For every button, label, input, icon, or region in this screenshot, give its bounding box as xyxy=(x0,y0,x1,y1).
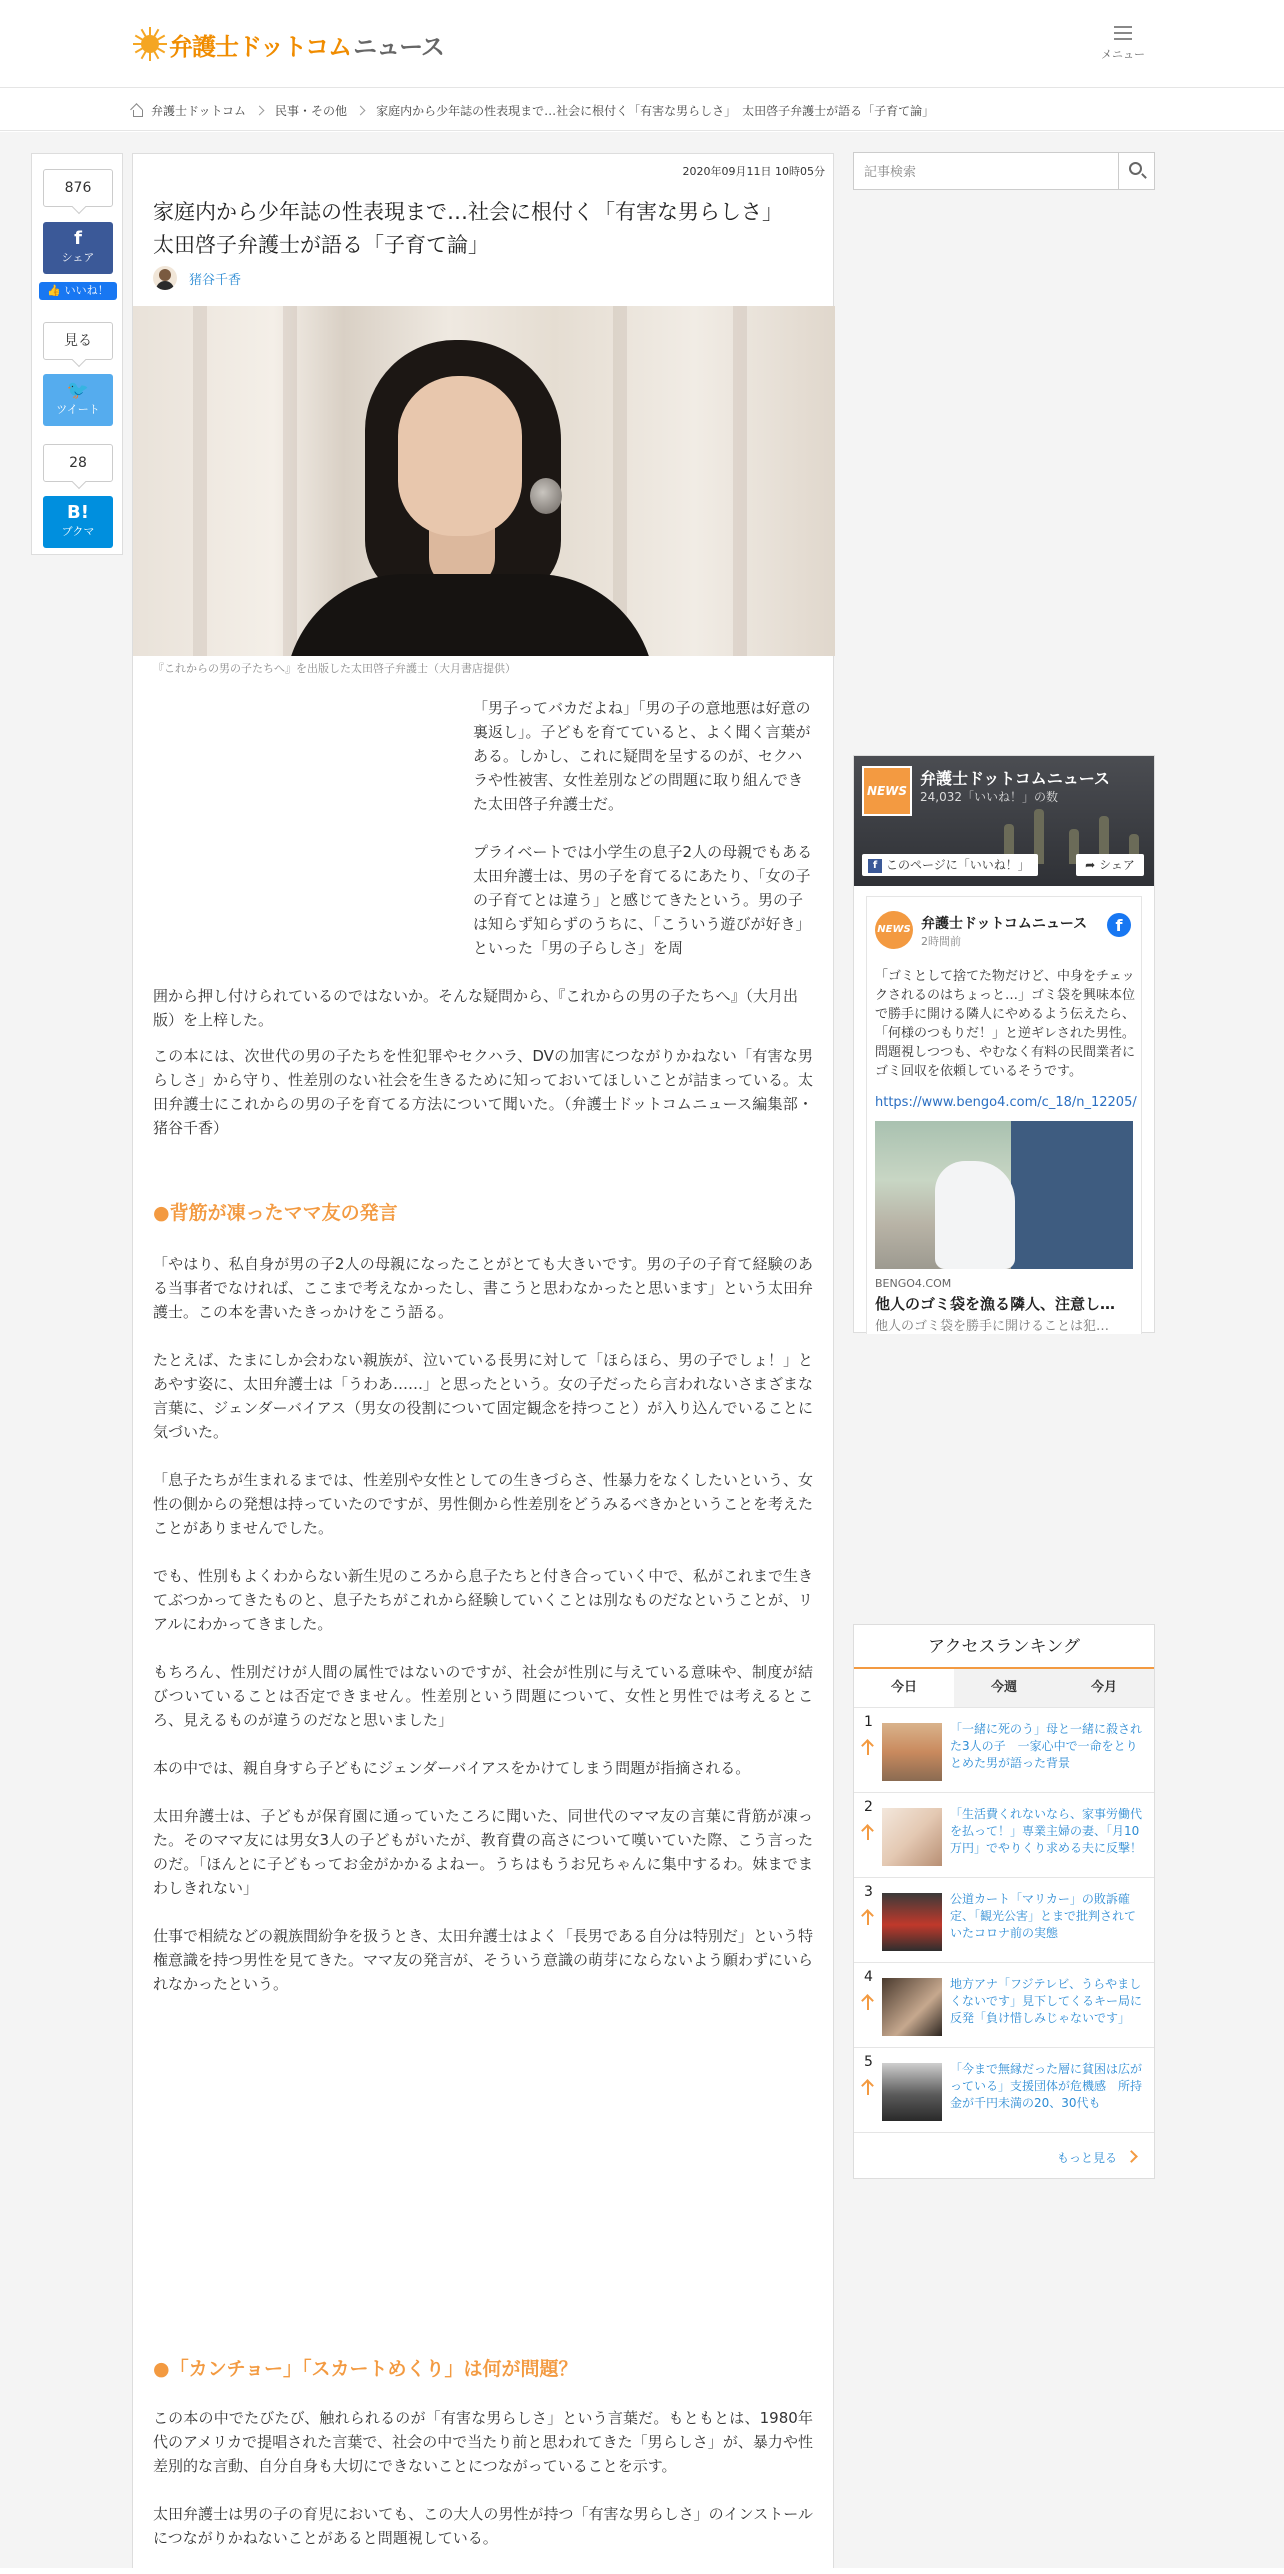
tweet-button[interactable] xyxy=(43,374,113,426)
rank-number: 5 xyxy=(864,2054,873,2070)
arrow-up-icon xyxy=(861,2078,875,2096)
section-heading: ●「カンチョー」「スカートめくり」は何が問題？ xyxy=(153,2358,578,2380)
post-author-name[interactable]: 弁護士ドットコムニュース xyxy=(921,916,1088,932)
ranking-item[interactable] xyxy=(854,1962,1154,2047)
ranking-title: アクセスランキング xyxy=(854,1625,1154,1669)
breadcrumb-item-current: 家庭内から少年誌の性表現まで…社会に根付く「有害な男らしさ」 太田啓子弁護士が語る「子育て論」 xyxy=(376,104,935,118)
facebook-share-label: シェア xyxy=(61,251,95,264)
intro-paragraph: プライベートでは小学生の息子2人の母親でもある太田弁護士は、男の子を育てるにあたり、「女の子の子育てとは違う」と感じてきたという。男の子は知らず知らずのうちに、「こういう遊びが好き」といった「男の子らしさ」を周 xyxy=(473,843,813,957)
facebook-like-label: いいね！ xyxy=(64,284,109,297)
chevron-right-icon xyxy=(356,106,366,116)
post-link-headline[interactable]: 他人のゴミ袋を漁る隣人、注意し… xyxy=(875,1295,1116,1313)
lead-paragraph: この本には、次世代の男の子たちを性犯罪やセクハラ、DVの加害につながりかねない「有害な男らしさ」から守り、性差別のない社会を生きるために知っておいてほしいことが詰まっている。太田弁護士にこれからの男の子を育てる方法について聞いた。（弁護士ドットコムニュース編集部・猪谷千香） xyxy=(153,1047,814,1137)
access-ranking xyxy=(853,1624,1155,2179)
ranking-thumbnail[interactable] xyxy=(882,1893,942,1951)
post-link-image[interactable] xyxy=(875,1121,1133,1269)
breadcrumb-item-home[interactable]: 弁護士ドットコム xyxy=(151,104,247,118)
ranking-thumbnail[interactable] xyxy=(882,1808,942,1866)
hatena-bookmark-label: ブクマ xyxy=(61,525,95,538)
ranking-thumbnail[interactable] xyxy=(882,2063,942,2121)
arrow-up-icon xyxy=(861,1823,875,1841)
twitter-count[interactable]: 見る xyxy=(43,322,113,360)
article-intro xyxy=(473,696,813,984)
body-paragraph: この本の中でたびたび、触れられるのが「有害な男らしさ」という言葉だ。もともとは、1980年代のアメリカで提唱された言葉で、社会の中で当たり前と思われてきた「男らしさ」が、暴力や性差別的な言動、自分自身も大切にできないことにつながっていることを示す。 xyxy=(153,2409,813,2475)
facebook-share-button[interactable] xyxy=(43,222,113,274)
section-body xyxy=(153,2406,813,2574)
facebook-logo-icon: f xyxy=(1107,913,1131,937)
share-column xyxy=(31,153,123,555)
ranking-item[interactable] xyxy=(854,1707,1154,1792)
facebook-like-page-button[interactable] xyxy=(862,854,1038,876)
hatena-bookmark-button[interactable] xyxy=(43,496,113,548)
article xyxy=(132,153,834,2568)
facebook-page-share-button[interactable] xyxy=(1076,854,1144,876)
intro-paragraph-tail: 囲から押し付けられているのではないか。そんな疑問から、『これからの男の子たちへ』（大月出版）を上梓した。 xyxy=(153,987,799,1029)
arrow-up-icon xyxy=(861,1738,875,1756)
ranking-headline[interactable]: 公道カート「マリカー」の敗訴確定、「観光公害」とまで批判されていたコロナ前の実態 xyxy=(950,1892,1137,1940)
breadcrumb xyxy=(0,89,1284,131)
hatena-bookmark-count: 28 xyxy=(43,444,113,482)
author-byline[interactable] xyxy=(153,266,241,290)
body-paragraph: 太田弁護士は男の子の育児においても、この大人の男性が持つ「有害な男らしさ」のインストールにつながりかねないことがあると問題視している。 xyxy=(153,2505,813,2547)
article-search xyxy=(853,152,1155,190)
ranking-headline[interactable]: 「生活費くれないなら、家事労働代を払って！」専業主婦の妻、「月10万円」でやりくり求める夫に反撃！ xyxy=(950,1807,1143,1855)
author-name[interactable]: 猪谷千香 xyxy=(189,272,242,288)
logo-news-text: ニュース xyxy=(353,32,444,61)
site-logo[interactable] xyxy=(133,20,444,68)
facebook-share-count: 876 xyxy=(43,169,113,207)
tab-this-month[interactable]: 今月 xyxy=(1090,1680,1117,1695)
tweet-label: ツイート xyxy=(56,403,100,416)
ranking-thumbnail[interactable] xyxy=(882,1978,942,2036)
facebook-icon: f xyxy=(74,228,82,249)
home-icon xyxy=(131,105,143,116)
article-date: 2020年09月11日 10時05分 xyxy=(682,165,825,178)
menu-label: メニュー xyxy=(1101,48,1145,61)
arrow-up-icon xyxy=(861,1993,875,2011)
body-paragraph: 仕事で相続などの親族間紛争を扱うとき、太田弁護士はよく「長男である自分は特別だ」という特権意識を持つ男性を見てきた。ママ友の発言が、そういう意識の萌芽にならないよう願わずにいられなかったという。 xyxy=(153,1927,814,1993)
like-page-label: このページに「いいね！」 xyxy=(886,858,1030,872)
post-link-description: 他人のゴミ袋を勝手に開けることは犯… xyxy=(875,1319,1110,1334)
thumbs-up-icon: 👍 xyxy=(47,284,62,297)
body-paragraph: でも、性別もよくわからない新生児のころから息子たちと付き合っていく中で、私がこれまで生きてぶつかってきたものと、息子たちがこれから経験していくことは別なものだなということが、リアルにわかってきました。 xyxy=(153,1567,814,1633)
ranking-headline[interactable]: 「一緒に死のう」母と一緒に殺された3人の子 一家心中で一命をとりとめた男が語った背景 xyxy=(950,1722,1143,1770)
facebook-share-label: シェア xyxy=(1099,858,1135,872)
rank-number: 2 xyxy=(864,1799,873,1815)
chevron-right-icon xyxy=(255,106,265,116)
ranking-tabs xyxy=(854,1669,1154,1707)
ranking-item[interactable] xyxy=(854,1792,1154,1877)
search-button[interactable] xyxy=(1118,153,1154,189)
facebook-page-widget xyxy=(853,755,1155,1333)
body-paragraph: たとえば、たまにしか会わない親族が、泣いている長男に対して「ほらほら、男の子でしょ！」とあやす姿に、太田弁護士は「うわあ……」と思ったという。女の子だったら言われないさまざまな言葉に、ジェンダーバイアス（男女の役割について固定観念を持つこと）が入り込んでいることに気づいた。 xyxy=(153,1351,814,1441)
intro-paragraph: 「男子ってバカだよね」「男の子の意地悪は好意の裏返し」。子どもを育てていると、よく聞く言葉がある。しかし、これに疑問を呈するのが、セクハラや性被害、女性差別などの問題に取り組んできた太田啓子弁護士だ。 xyxy=(473,699,811,813)
body-paragraph: 本の中では、親自身すら子どもにジェンダーバイアスをかけてしまう問題が指摘される。 xyxy=(153,1759,751,1777)
search-input[interactable] xyxy=(854,153,1119,189)
hatena-b-icon: B! xyxy=(67,502,89,523)
twitter-bird-icon: 🐦 xyxy=(66,380,90,401)
article-photo xyxy=(133,306,835,656)
facebook-like-button[interactable] xyxy=(39,282,117,300)
breadcrumb-item-category[interactable]: 民事・その他 xyxy=(275,104,348,118)
post-time[interactable]: 2時間前 xyxy=(921,935,961,948)
rank-number: 3 xyxy=(864,1884,873,1900)
body-paragraph: 太田弁護士は、子どもが保育園に通っていたころに聞いた、同世代のママ友の言葉に背筋が凍った。そのママ友には男女3人の子どもがいたが、教育費の高さについて嘆いていた際、こう言ったのだ。「ほんとに子どもってお金がかかるよねー。うちはもうお兄ちゃんに集中するわ。妹までまわしきれない」 xyxy=(153,1807,813,1897)
body-paragraph: もちろん、性別だけが人間の属性ではないのですが、社会が性別に与えている意味や、制度が結びついていることは否定できません。性差別という問題について、女性と男性では考えるところ、見えるものが違うのだなと思いました」 xyxy=(153,1663,813,1729)
post-link[interactable]: https://www.bengo4.com/c_18/n_12205/ xyxy=(875,1095,1137,1110)
share-arrow-icon: ➦ xyxy=(1085,858,1096,872)
facebook-like-count: 24,032「いいね！」の数 xyxy=(920,790,1058,804)
photo-caption: 『これからの男の子たちへ』を出版した太田啓子弁護士（大月書店提供） xyxy=(153,662,516,675)
ranking-item[interactable] xyxy=(854,1877,1154,1962)
facebook-cover xyxy=(854,756,1154,886)
site-header xyxy=(0,0,1284,88)
news-logo-icon[interactable]: NEWS xyxy=(862,766,912,816)
article-title: 家庭内から少年誌の性表現まで…社会に根付く「有害な男らしさ」 太田啓子弁護士が語る「子育て論」 xyxy=(153,200,794,257)
post-link-domain: BENGO4.COM xyxy=(875,1277,952,1290)
logo-main-text: 弁護士ドットコム xyxy=(169,32,352,61)
rank-number: 1 xyxy=(864,1714,873,1730)
tab-today[interactable]: 今日 xyxy=(854,1669,954,1707)
post-text: 「ゴミとして捨てた物だけど、中身をチェックされるのはちょっと…」ゴミ袋を興味本位で勝手に開ける隣人にやめるよう伝えたら、「何様のつもりだ！」と逆ギレされた男性。問題視しつつも、やむなく有料の民間業者にゴミ回収を依頼しているそうです。 xyxy=(875,969,1136,1079)
arrow-up-icon xyxy=(861,1908,875,1926)
facebook-post xyxy=(866,896,1142,1334)
menu-button[interactable] xyxy=(1098,22,1148,68)
post-avatar[interactable]: NEWS xyxy=(875,911,913,949)
body-paragraph: 「息子たちが生まれるまでは、性差別や女性としての生きづらさ、性暴力をなくしたいという、女性の側からの発想は持っていたのですが、男性側から性差別をどうみるべきかということを考えたことがありませんでした。 xyxy=(153,1471,814,1537)
section-body xyxy=(153,1252,813,2020)
ranking-headline[interactable]: 地方アナ「フジテレビ、うらやましくないです」見下してくるキー局に反発「負け惜しみじゃないです」 xyxy=(950,1977,1143,2025)
facebook-page-name[interactable]: 弁護士ドットコムニュース xyxy=(920,769,1110,788)
facebook-icon: f xyxy=(868,859,882,873)
section-heading: ●背筋が凍ったママ友の発言 xyxy=(153,1202,398,1224)
ranking-item[interactable] xyxy=(854,2047,1154,2132)
hamburger-icon xyxy=(1114,26,1132,40)
ranking-thumbnail[interactable] xyxy=(882,1723,942,1781)
tab-this-week[interactable]: 今週 xyxy=(990,1680,1017,1695)
ranking-more-link[interactable]: もっと見る xyxy=(1057,2149,1136,2166)
rank-number: 4 xyxy=(864,1969,873,1985)
search-icon xyxy=(1129,162,1142,175)
sun-logo-icon xyxy=(133,27,167,61)
body-paragraph: 「やはり、私自身が男の子2人の母親になったことがとても大きいです。男の子の子育て経験のある当事者でなければ、ここまで考えなかったし、書こうと思わなかったと思います」という太田弁護士。この本を書いたきっかけをこう語る。 xyxy=(153,1255,814,1321)
author-avatar xyxy=(153,266,177,290)
ranking-headline[interactable]: 「今まで無縁だった層に貧困は広がっている」支援団体が危機感 所持金が千円未満の20、30代も xyxy=(950,2062,1143,2110)
